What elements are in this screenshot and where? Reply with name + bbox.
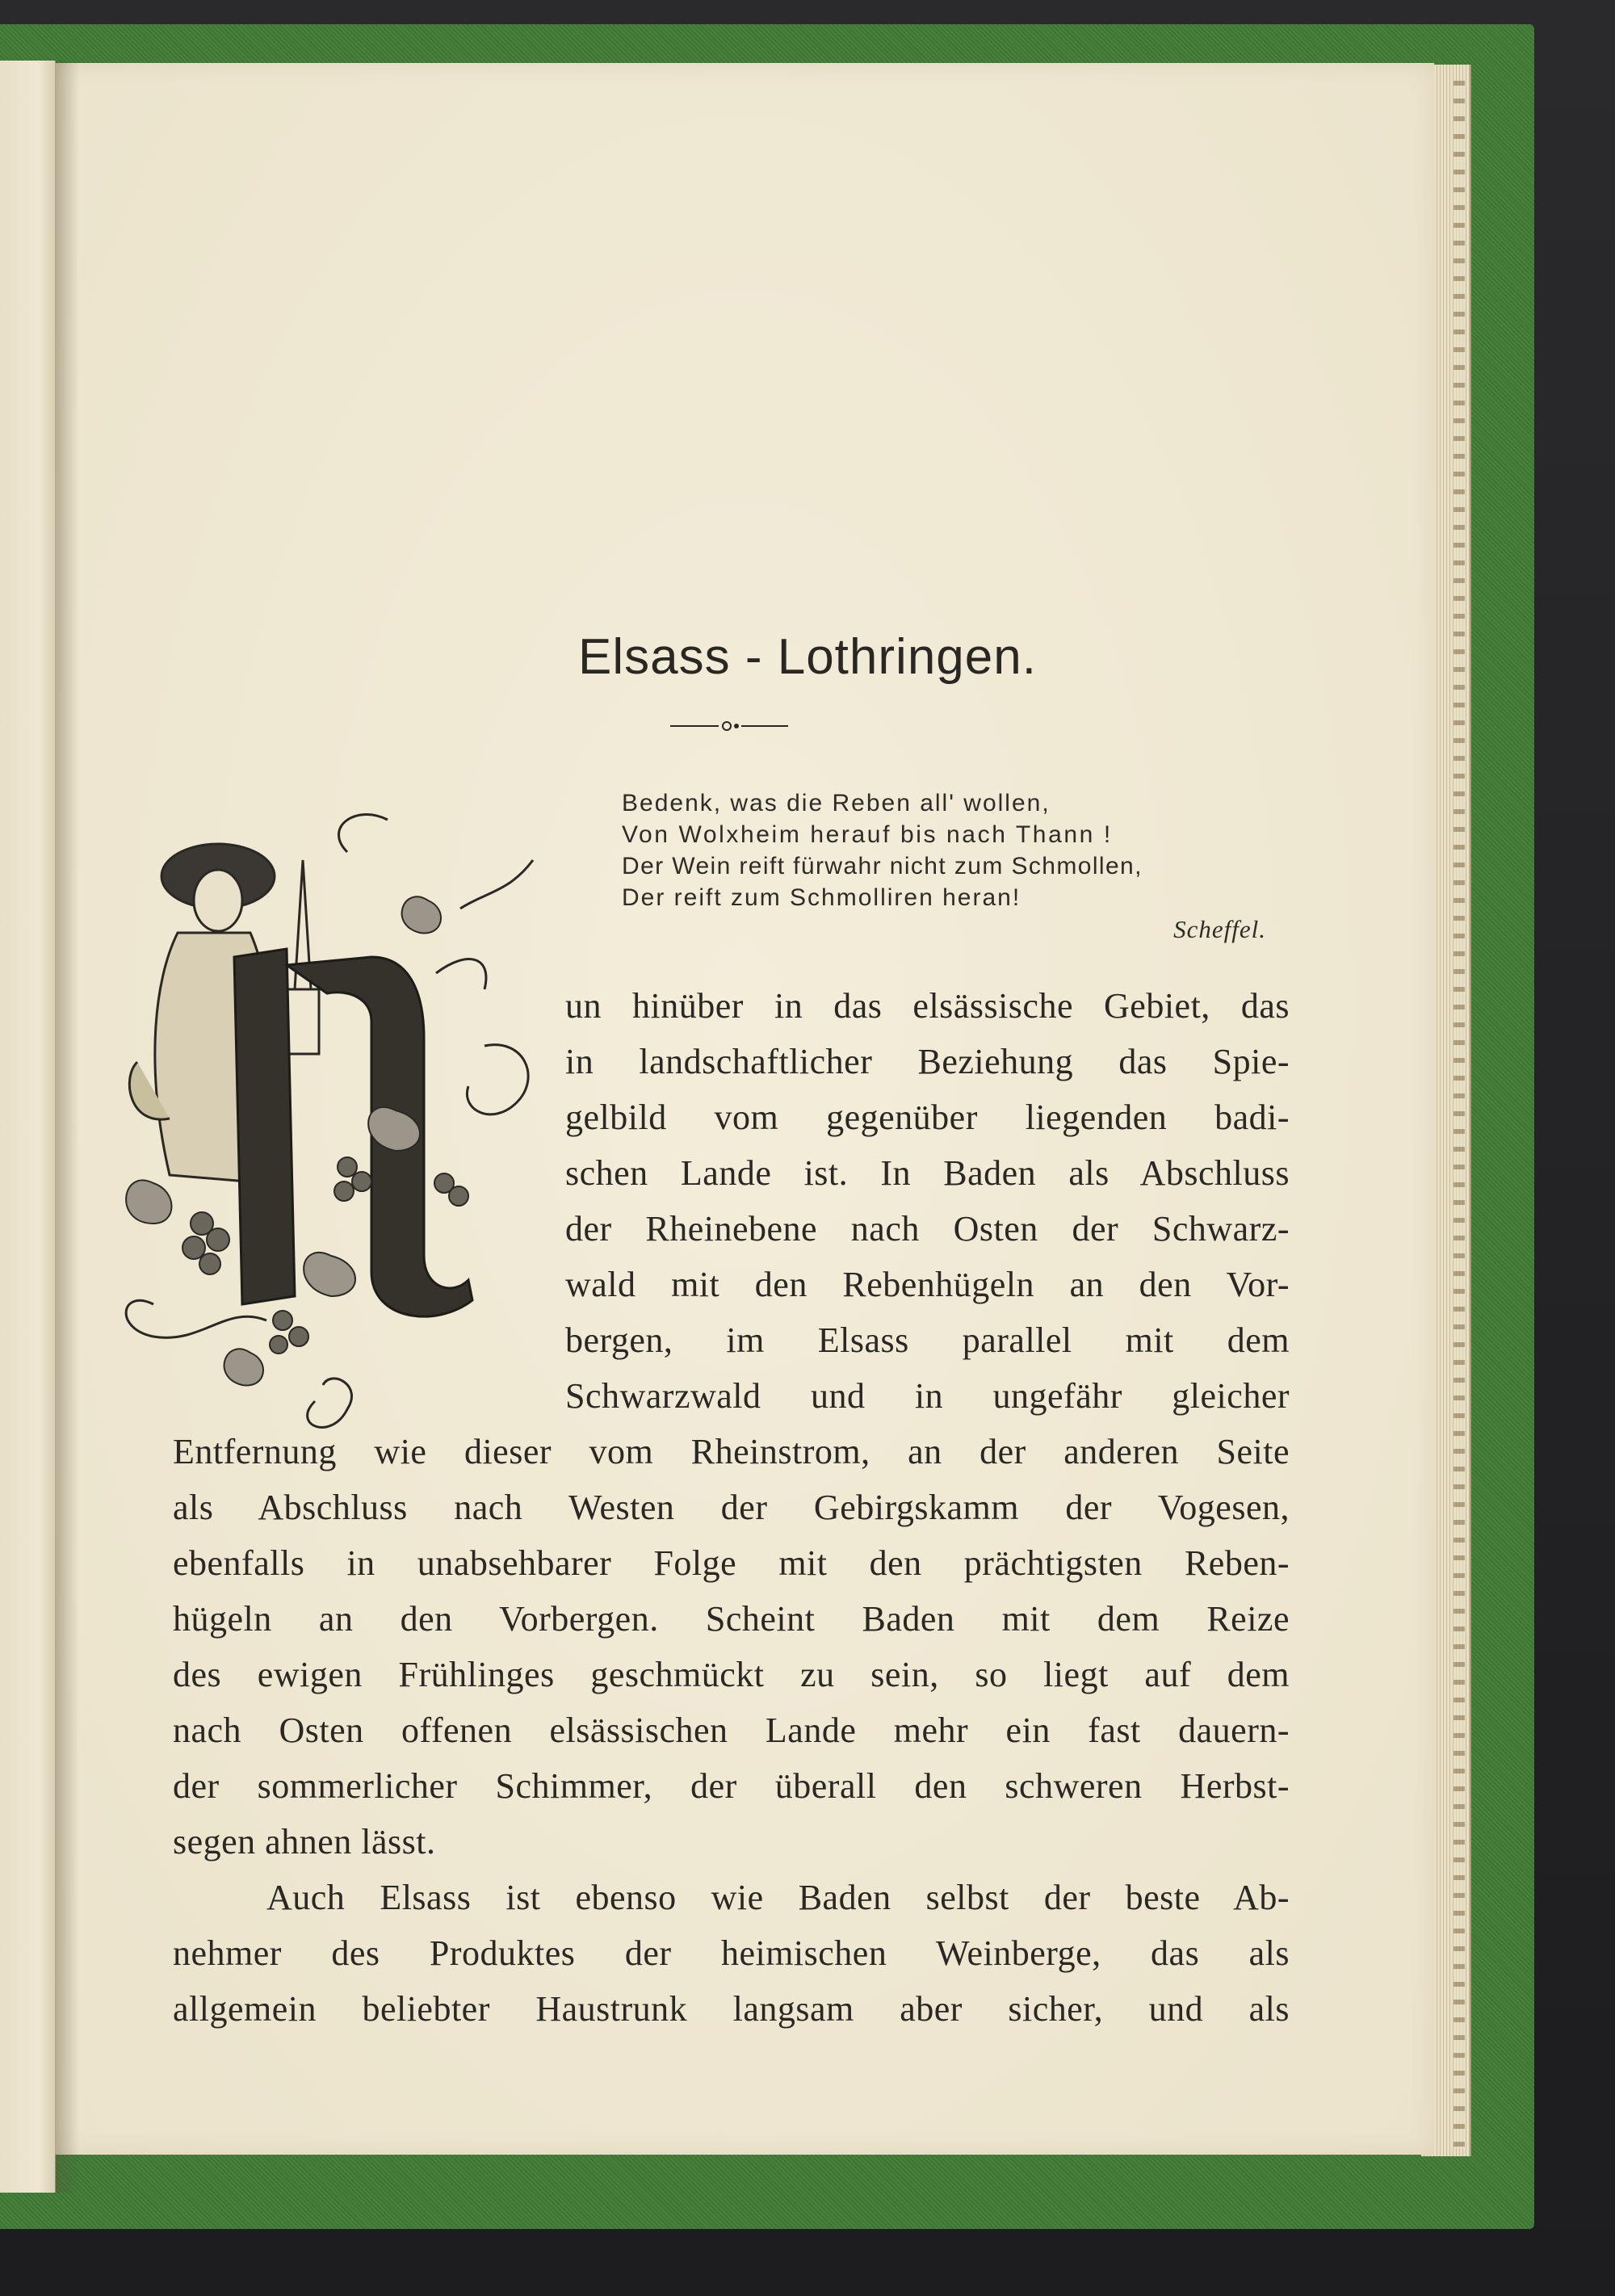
text-line: nach Osten offenen elsässischen Lande mehr ein fast dauern- xyxy=(173,1710,1290,1750)
paragraph-1-wrapped xyxy=(565,978,1290,1424)
epigraph-line: Bedenk, was die Reben all' wollen, xyxy=(622,790,1051,816)
text-line: ebenfalls in unabsehbarer Folge mit den prächtigsten Reben- xyxy=(173,1543,1290,1583)
chapter-title: Elsass - Lothringen. xyxy=(578,629,1037,685)
text-line: un hinüber in das elsässische Gebiet, das xyxy=(565,986,1290,1026)
text-line: der Rheinebene nach Osten der Schwarz- xyxy=(565,1209,1290,1249)
text-line: bergen, im Elsass parallel mit dem xyxy=(565,1320,1290,1360)
spine-shadow xyxy=(55,61,79,2193)
text-line: segen ahnen lässt. xyxy=(173,1822,436,1862)
paragraph-2 xyxy=(173,1870,1290,2037)
text-line: gelbild vom gegenüber liegenden badi- xyxy=(565,1098,1290,1137)
text-line: der sommerlicher Schimmer, der überall den schweren Herbst- xyxy=(173,1766,1290,1806)
text-line: in landschaftlicher Beziehung das Spie- xyxy=(565,1042,1290,1081)
paragraph-1-continued xyxy=(173,1424,1290,1870)
text-line: Auch Elsass ist ebenso wie Baden selbst der beste Ab- xyxy=(266,1878,1290,1917)
epigraph xyxy=(622,787,1308,945)
epigraph-line: Der reift zum Schmolliren heran! xyxy=(622,884,1021,911)
text-line: als Abschluss nach Westen der Gebirgskamm der Vogesen, xyxy=(173,1488,1290,1527)
epigraph-line: Der Wein reift fürwahr nicht zum Schmollen, xyxy=(622,853,1143,879)
left-page-edge xyxy=(0,61,56,2193)
epigraph-author: Scheffel. xyxy=(1173,915,1266,943)
text-line: Schwarzwald und in ungefähr gleicher xyxy=(565,1376,1290,1416)
text-line: des ewigen Frühlinges geschmückt zu sein, so liegt auf dem xyxy=(173,1655,1290,1694)
text-line: wald mit den Rebenhügeln an den Vor- xyxy=(565,1265,1290,1304)
text-line: Entfernung wie dieser vom Rheinstrom, an der anderen Seite xyxy=(173,1432,1290,1471)
epigraph-line: Von Wolxheim herauf bis nach Thann ! xyxy=(622,821,1113,848)
text-line: allgemein beliebter Haustrunk langsam aber sicher, und als xyxy=(173,1989,1290,2029)
text-line: nehmer des Produktes der heimischen Weinberge, das als xyxy=(173,1933,1290,1973)
decorated-initial xyxy=(105,804,573,1429)
edge-ornament xyxy=(1454,81,1465,2148)
text-line: schen Lande ist. In Baden als Abschluss xyxy=(565,1153,1290,1193)
text-line: hügeln an den Vorbergen. Scheint Baden mit dem Reize xyxy=(173,1599,1290,1639)
title-divider xyxy=(669,720,790,732)
